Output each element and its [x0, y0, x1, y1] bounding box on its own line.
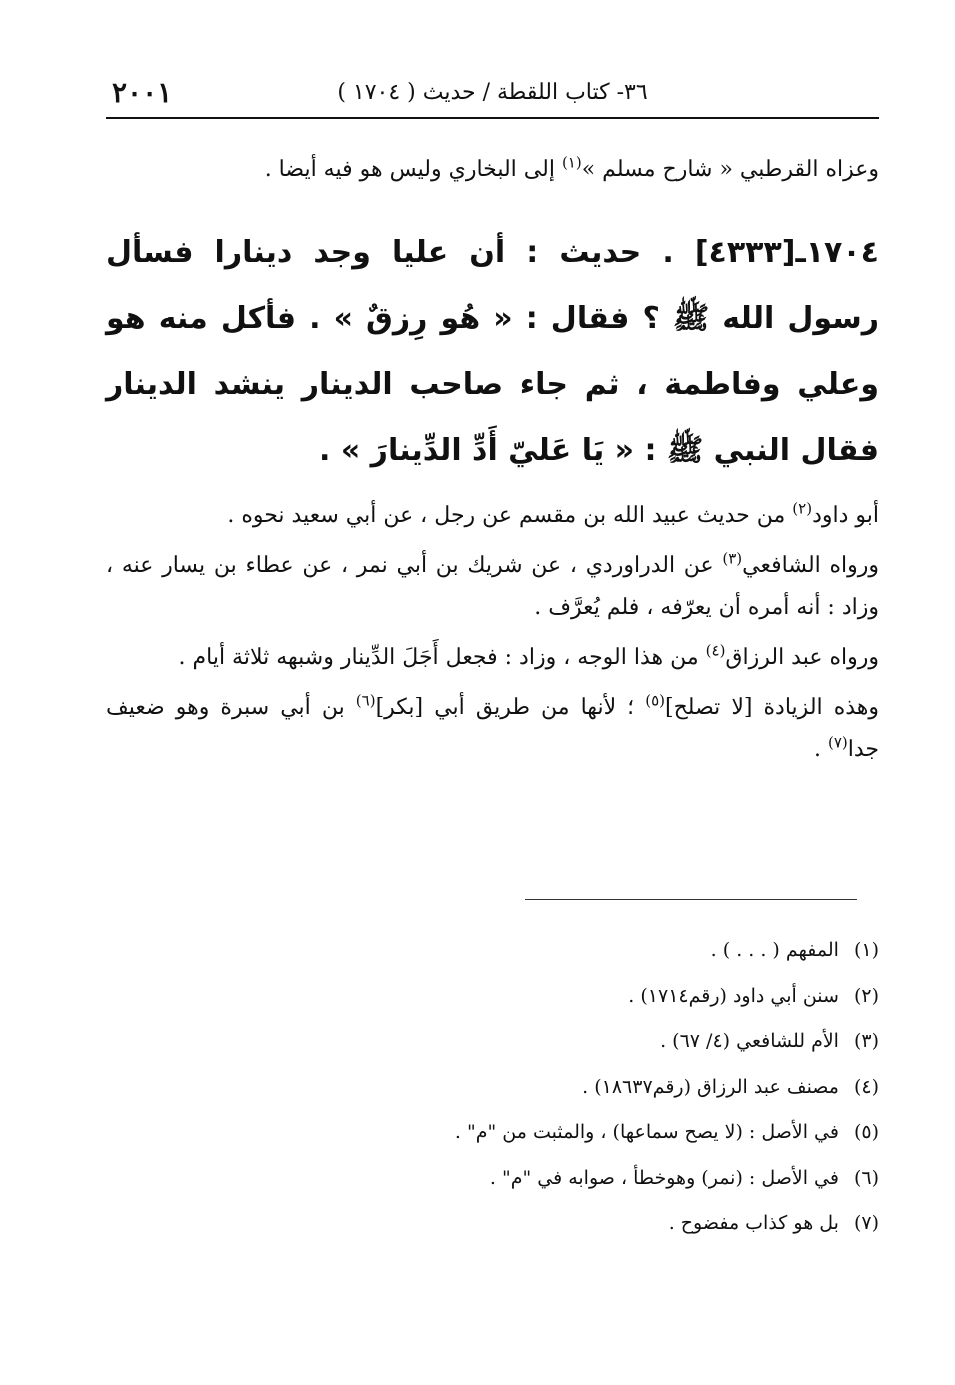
- footnote-text: في الأصل : (لا يصح سماعها) ، والمثبت من "م" .: [454, 1121, 839, 1143]
- page-header: [106, 72, 879, 118]
- commentary-text: ورواه الشافعي: [742, 553, 879, 578]
- footnote-item: [300, 1201, 879, 1247]
- footnote-text: المفهم ( . . . ) .: [710, 939, 839, 961]
- commentary-text: من حديث عبيد الله بن مقسم عن رجل ، عن أبي سعيد نحوه .: [227, 503, 793, 528]
- intro-text: وعزاه القرطبي « شارح مسلم »: [581, 157, 879, 182]
- intro-paragraph: [106, 150, 879, 190]
- intro-text: إلى البخاري وليس هو فيه أيضا .: [264, 157, 562, 182]
- header-divider: [106, 117, 879, 119]
- footnote-number: (٥): [853, 1121, 879, 1143]
- commentary-text: وهذه الزيادة [لا تصلح]: [665, 695, 879, 720]
- commentary: [106, 495, 879, 771]
- footnote-number: (٤): [853, 1075, 879, 1098]
- footnote-ref: (١): [561, 153, 582, 172]
- commentary-text: ورواه عبد الرزاق: [725, 645, 879, 670]
- footnotes: [300, 928, 879, 1247]
- footnote-number: (٦): [853, 1166, 879, 1189]
- footnote-text: في الأصل : (نمر) وهوخطأ ، صوابه في "م" .: [489, 1166, 839, 1189]
- footnote-ref: (٣): [722, 549, 743, 568]
- footnote-divider: [525, 899, 857, 900]
- commentary-text: .: [813, 737, 828, 762]
- commentary-text: عن الدراوردي ، عن شريك بن أبي نمر ، عن عطاء بن يسار عنه ، وزاد : أنه أمره أن يعرّفه ، فلم يُعرَّف .: [106, 553, 879, 620]
- commentary-paragraph: [106, 545, 879, 629]
- footnote-ref: (٥): [645, 691, 666, 710]
- footnote-item: [300, 1019, 879, 1065]
- footnote-item: [300, 1065, 879, 1111]
- commentary-text: من هذا الوجه ، وزاد : فجعل أَجَلَ الدِّينار وشبهه ثلاثة أيام .: [178, 645, 706, 670]
- hadith-text: ١٧٠٤ـ[٤٣٣٣] . حديث : أن عليا وجد دينارا فسأل رسول الله ﷺ ؟ فقال : « هُو رِزقٌ » . فأكل منه هو وعلي وفاطمة ، ثم جاء صاحب الدينار ينشد الدينار فقال النبي ﷺ : « يَا عَليّ أَدِّ الدِّينارَ » .: [106, 235, 879, 468]
- footnote-number: (٣): [853, 1030, 879, 1052]
- commentary-text: ؛ لأنها من طريق أبي [بكر]: [375, 695, 646, 720]
- footnote-number: (٢): [853, 984, 879, 1007]
- footnote-text: الأم للشافعي (٤/ ٦٧) .: [660, 1030, 839, 1052]
- footnote-text: بل هو كذاب مفضوح .: [668, 1212, 839, 1234]
- running-title: ٣٦- كتاب اللقطة / حديث ( ١٧٠٤ ): [337, 80, 648, 105]
- commentary-text: أبو داود: [812, 503, 879, 528]
- page-number: ٢٠٠١: [112, 76, 173, 109]
- commentary-paragraph: [106, 637, 879, 679]
- footnote-ref: (٢): [792, 499, 813, 518]
- footnote-ref: (٧): [827, 733, 848, 752]
- footnote-ref: (٦): [355, 691, 376, 710]
- footnote-text: سنن أبي داود (رقم١٧١٤) .: [628, 984, 839, 1007]
- footnote-item: [300, 1110, 879, 1156]
- footnote-item: [300, 1156, 879, 1202]
- commentary-paragraph: [106, 495, 879, 537]
- commentary-paragraph: [106, 687, 879, 771]
- commentary-text: بن أبي سبرة وهو ضعيف جدا: [106, 695, 879, 762]
- footnote-ref: (٤): [705, 641, 726, 660]
- footnote-item: [300, 974, 879, 1020]
- footnote-item: [300, 928, 879, 974]
- footnote-number: (٧): [853, 1212, 879, 1234]
- footnote-number: (١): [853, 939, 879, 961]
- footnote-text: مصنف عبد الرزاق (رقم١٨٦٣٧) .: [582, 1075, 839, 1098]
